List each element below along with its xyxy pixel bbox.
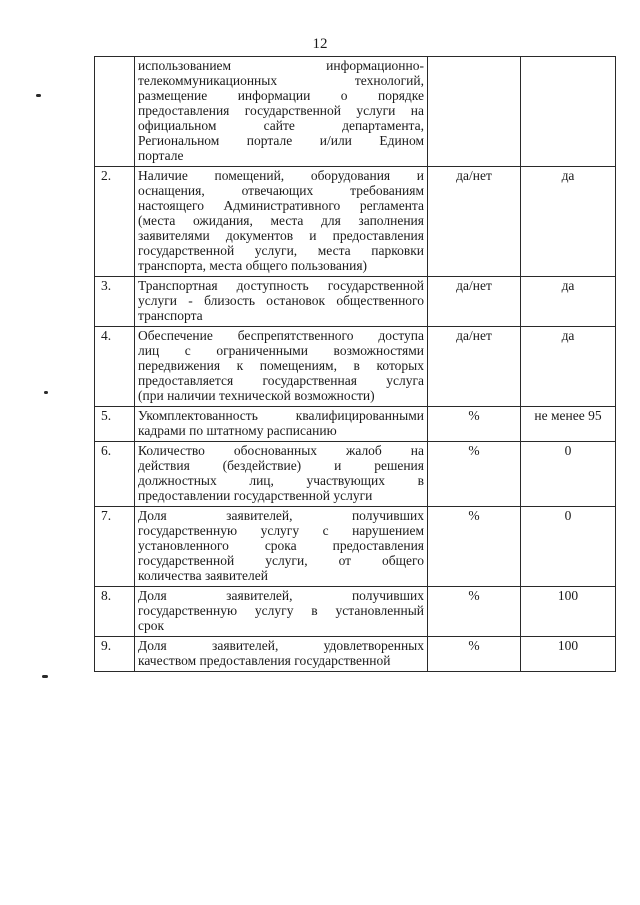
description-line: установленного срока предоставления [138,538,424,553]
description-line: кадрами по штатному расписанию [138,423,337,438]
indicator-description [135,587,428,637]
description-line: Транспортная доступность государственной [138,278,424,293]
value-cell [521,57,616,167]
description-line: передвижения к помещениям, в которых [138,358,424,373]
description-line: качеством предоставления государственной [138,653,391,668]
row-number: 3. [95,277,135,327]
description-line: государственную услугу в установленный [138,603,424,618]
description-line: Укомплектованность квалифицированными [138,408,424,423]
description-line: государственную услугу с нарушением [138,523,424,538]
description-line: лиц с ограниченными возможностями [138,343,424,358]
description-line: предоставляется государственная услуга [138,373,424,388]
indicator-description [135,167,428,277]
unit-cell: да/нет [428,167,521,277]
description-line: портале [138,148,184,163]
description-line: предоставлении государственной услуги [138,488,373,503]
row-number: 5. [95,407,135,442]
row-number: 8. [95,587,135,637]
description-line: оснащения, отвечающих требованиям [138,183,424,198]
unit-cell: да/нет [428,327,521,407]
value-cell: да [521,277,616,327]
value-cell: 0 [521,507,616,587]
description-line: Обеспечение беспрепятственного доступа [138,328,424,343]
description-line: услуги - близость остановок общественного [138,293,424,308]
value-cell: да [521,167,616,277]
description-line: официальном сайте департамента, [138,118,424,133]
table-row [95,167,616,277]
table-row [95,507,616,587]
indicators-table [94,56,616,672]
indicator-description [135,57,428,167]
description-line: количества заявителей [138,568,268,583]
description-line: Доля заявителей, удовлетворенных [138,638,424,653]
description-line: транспорта, места общего пользования) [138,258,368,273]
description-line: Доля заявителей, получивших [138,588,424,603]
indicator-description [135,327,428,407]
table-row [95,442,616,507]
value-cell: да [521,327,616,407]
description-line: срок [138,618,165,633]
unit-cell: % [428,587,521,637]
unit-cell [428,57,521,167]
description-line: (при наличии технической возможности) [138,388,375,403]
table-row [95,637,616,672]
table-row [95,407,616,442]
row-number: 4. [95,327,135,407]
unit-cell: да/нет [428,277,521,327]
value-cell: 100 [521,637,616,672]
unit-cell: % [428,507,521,587]
indicator-description [135,407,428,442]
indicator-description [135,277,428,327]
value-cell: 0 [521,442,616,507]
row-number: 9. [95,637,135,672]
table-row [95,57,616,167]
row-number: 6. [95,442,135,507]
unit-cell: % [428,407,521,442]
value-cell: 100 [521,587,616,637]
description-line: использованием информационно- [138,58,424,73]
description-line: Региональном портале и/или Едином [138,133,424,148]
description-line: действия (бездействие) и решения [138,458,424,473]
description-line: Количество обоснованных жалоб на [138,443,424,458]
description-line: транспорта [138,308,203,323]
value-cell: не менее 95 [521,407,616,442]
description-line: (места ожидания, места для заполнения [138,213,424,228]
scan-mark [44,391,48,394]
table-row [95,587,616,637]
table-row [95,277,616,327]
description-line: телекоммуникационных технологий, [138,73,424,88]
indicator-description [135,507,428,587]
description-line: Наличие помещений, оборудования и [138,168,424,183]
unit-cell: % [428,442,521,507]
table-row [95,327,616,407]
indicator-description [135,442,428,507]
description-line: настоящего Административного регламента [138,198,424,213]
indicator-description [135,637,428,672]
scan-mark [36,94,41,97]
description-line: государственной услуги, места парковки [138,243,424,258]
description-line: предоставления государственной услуги на [138,103,424,118]
page-number: 12 [312,36,328,52]
scan-mark [42,675,48,678]
unit-cell: % [428,637,521,672]
row-number: 2. [95,167,135,277]
description-line: государственной услуги, от общего [138,553,424,568]
description-line: должностных лиц, участвующих в [138,473,424,488]
description-line: заявителями документов и предоставления [138,228,424,243]
row-number [95,57,135,167]
description-line: Доля заявителей, получивших [138,508,424,523]
row-number: 7. [95,507,135,587]
description-line: размещение информации о порядке [138,88,424,103]
